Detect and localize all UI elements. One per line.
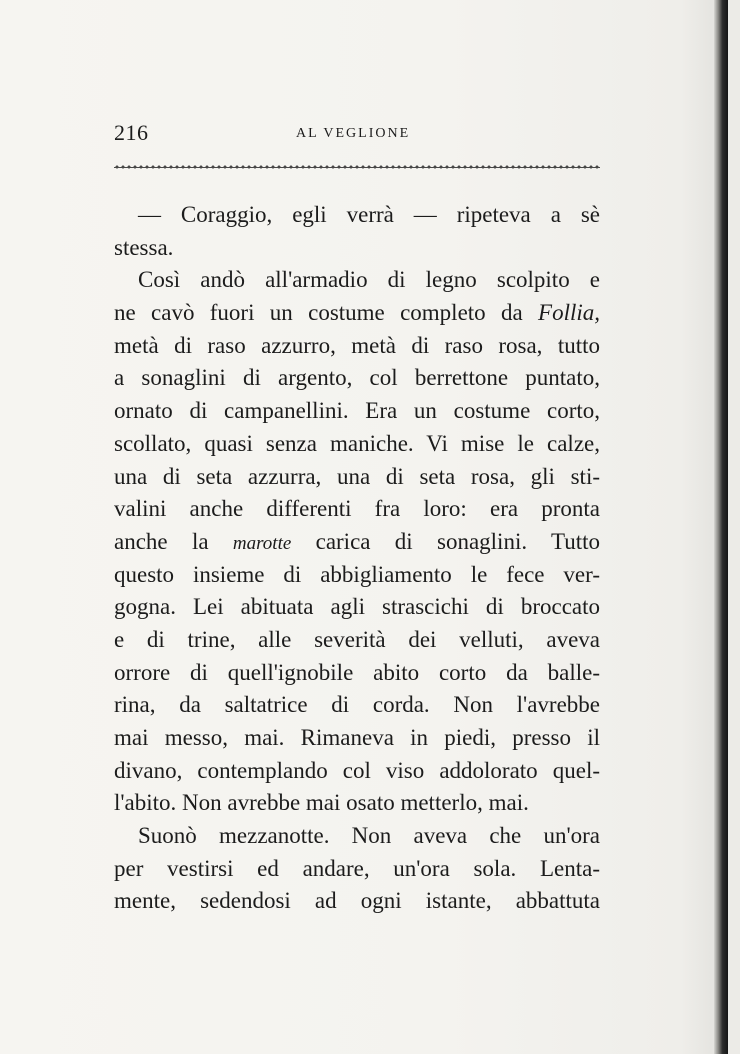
text-line: ornato di campanellini. Era un costume corto, bbox=[114, 398, 600, 424]
text-line: l'abito. Non avrebbe mai osato metterlo, mai. bbox=[114, 790, 529, 816]
text-line: una di seta azzurra, una di seta rosa, gli sti- bbox=[114, 463, 600, 489]
text-line: — Coraggio, egli verrà — ripeteva a sè bbox=[138, 202, 600, 227]
text-line: valini anche differenti fra loro: era pronta bbox=[114, 496, 600, 522]
text-line: questo insieme di abbigliamento le fece ver- bbox=[114, 561, 600, 587]
running-head: AL VEGLIONE bbox=[296, 126, 411, 141]
text-line: anche la marotte carica di sonaglini. Tutto bbox=[114, 528, 601, 554]
text-line: gogna. Lei abituata agli strascichi di broccato bbox=[114, 594, 600, 620]
text-line: divano, contemplando col viso addolorato quel- bbox=[114, 757, 600, 783]
italic-title: Follia, bbox=[538, 300, 601, 326]
page-number: 216 bbox=[114, 120, 149, 145]
text-line: metà di raso azzurro, metà di raso rosa, tutto bbox=[114, 332, 600, 358]
text-line: mente, sedendosi ad ogni istante, abbattuta bbox=[114, 888, 600, 914]
binding-edge bbox=[714, 0, 728, 1054]
text-line: Suonò mezzanotte. Non aveva che un'ora bbox=[138, 823, 600, 849]
ornamental-rule bbox=[114, 163, 600, 171]
page-outer-edge bbox=[728, 0, 740, 1054]
italic-term: marotte bbox=[232, 532, 292, 554]
text-line: stessa. bbox=[114, 234, 174, 260]
body-text bbox=[114, 199, 600, 918]
text-line: orrore di quell'ignobile abito corto da balle- bbox=[114, 659, 600, 685]
text-line: e di trine, alle severità dei velluti, aveva bbox=[114, 626, 600, 652]
text-line: Così andò all'armadio di legno scolpito e bbox=[138, 267, 600, 293]
text-line: mai messo, mai. Rimaneva in piedi, presso il bbox=[114, 725, 600, 750]
page-header bbox=[114, 120, 598, 150]
text-line: per vestirsi ed andare, un'ora sola. Lenta- bbox=[114, 855, 600, 881]
text-line: scollato, quasi senza maniche. Vi mise le calze, bbox=[114, 430, 600, 456]
text-line: ne cavò fuori un costume completo da Follia, bbox=[114, 300, 601, 326]
text-line: rina, da saltatrice di corda. Non l'avrebbe bbox=[114, 692, 600, 718]
text-line: a sonaglini di argento, col berrettone puntato, bbox=[114, 365, 600, 391]
